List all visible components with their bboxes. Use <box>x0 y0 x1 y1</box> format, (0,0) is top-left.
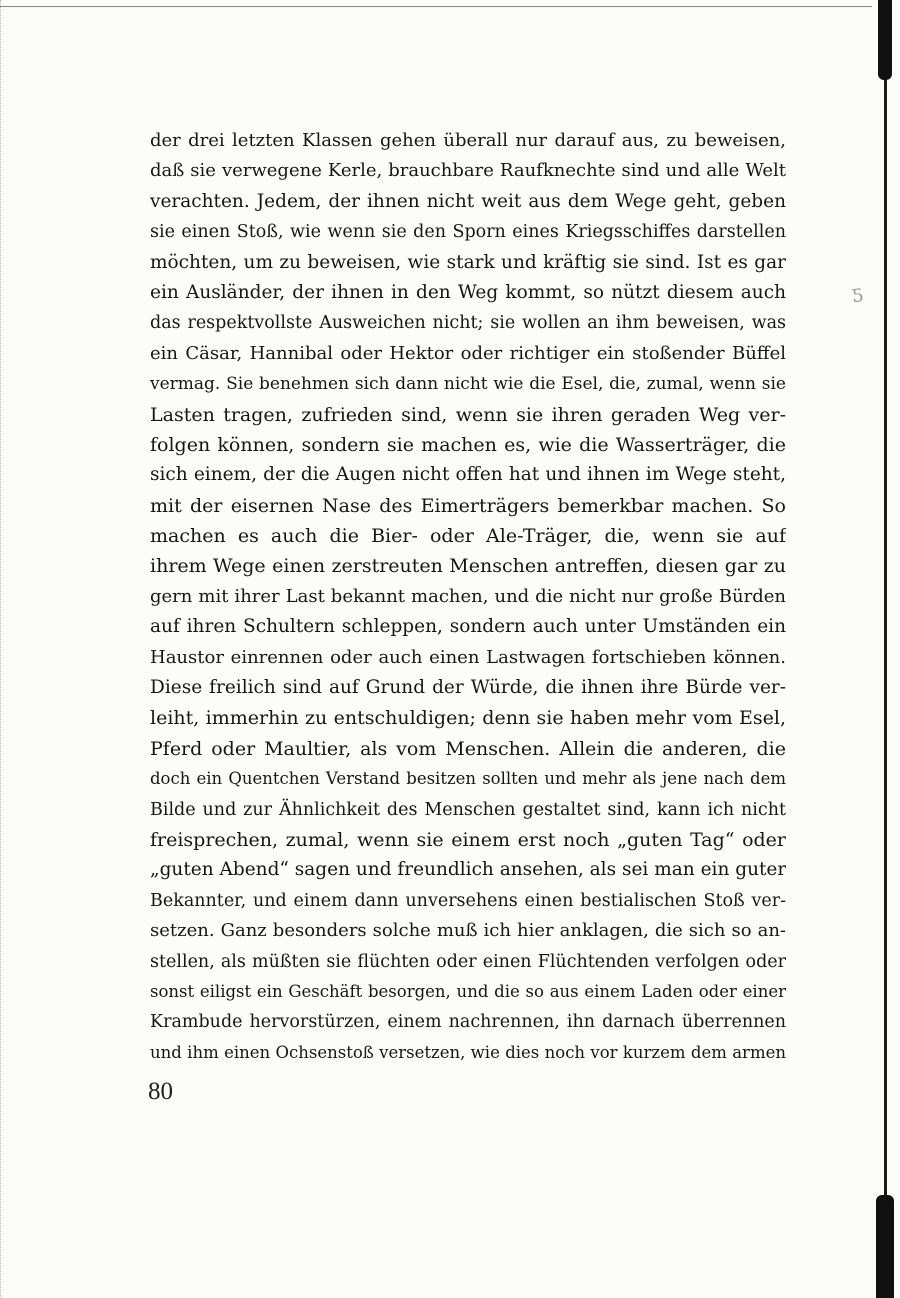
text-line: sie einen Stoß, wie wenn sie den Sporn eines Kriegsschiffes darstellen <box>150 222 786 243</box>
text-line: sonst eiligst ein Geschäft besorgen, und die so aus einem Laden oder einer <box>150 981 786 1001</box>
text-line: Pferd oder Maultier, als vom Menschen. Allein die anderen, die <box>150 737 786 760</box>
text-line: das respektvollste Ausweichen nicht; sie wollen an ihm beweisen, was <box>150 313 786 334</box>
page-number: 80 <box>148 1078 173 1105</box>
binding-shadow-bottom <box>876 1195 894 1298</box>
text-line: Diese freilich sind auf Grund der Würde, die ihnen ihre Bürde ver- <box>150 677 786 699</box>
text-line: stellen, als müßten sie flüchten oder einen Flüchtenden verfolgen oder <box>150 951 786 972</box>
text-line: vermag. Sie benehmen sich dann nicht wie die Esel, die, zumal, wenn sie <box>150 374 786 395</box>
binding-edge <box>874 0 900 1298</box>
margin-pencil-mark: ƽ <box>850 281 864 304</box>
top-edge-rule <box>0 6 872 7</box>
text-line: setzen. Ganz besonders solche muß ich hier anklagen, die sich so an- <box>150 920 786 942</box>
text-line: daß sie verwegene Kerle, brauchbare Raufknechte sind und alle Welt <box>150 160 786 182</box>
text-line: Lasten tragen, zufrieden sind, wenn sie ihren geraden Weg ver- <box>150 403 786 426</box>
text-line: Bekannter, und einem dann unversehens einen bestialischen Stoß ver- <box>150 890 786 911</box>
binding-shadow-top <box>878 0 892 80</box>
binding-rail <box>884 0 887 1298</box>
text-line: mit der eisernen Nase des Eimerträgers bemerkbar machen. So <box>150 494 786 517</box>
text-line: ein Ausländer, der ihnen in den Weg kommt, so nützt diesem auch <box>150 281 786 303</box>
text-line: folgen können, sondern sie machen es, wie die Wasserträger, die <box>150 433 786 456</box>
text-line: „guten Abend“ sagen und freundlich ansehen, als sei man ein guter <box>150 859 786 881</box>
left-margin-edge <box>0 0 4 1298</box>
text-line: Bilde und zur Ähnlichkeit des Menschen gestaltet sind, kann ich nicht <box>150 799 786 820</box>
text-line: und ihm einen Ochsenstoß versetzen, wie dies noch vor kurzem dem armen <box>150 1042 786 1062</box>
text-line: auf ihren Schultern schleppen, sondern auch unter Umständen ein <box>150 616 786 638</box>
text-line: Krambude hervorstürzen, einem nachrennen, ihn darnach überrennen <box>150 1012 786 1033</box>
text-line: ein Cäsar, Hannibal oder Hektor oder richtiger ein stoßender Büffel <box>150 342 786 364</box>
text-line: machen es auch die Bier- oder Ale-Träger, die, wenn sie auf <box>150 525 786 548</box>
text-line: ihrem Wege einen zerstreuten Menschen antreffen, diesen gar zu <box>150 555 786 578</box>
text-line: Haustor einrennen oder auch einen Lastwagen fortschieben können. <box>150 646 786 668</box>
text-line: gern mit ihrer Last bekannt machen, und die nicht nur große Bürden <box>150 585 786 607</box>
text-line: leiht, immerhin zu entschuldigen; denn sie haben mehr vom Esel, <box>150 707 786 730</box>
text-line: sich einem, der die Augen nicht offen hat und ihnen im Wege steht, <box>150 464 786 486</box>
text-line: der drei letzten Klassen gehen überall nur darauf aus, zu beweisen, <box>150 130 786 151</box>
text-line: verachten. Jedem, der ihnen nicht weit aus dem Wege geht, geben <box>150 190 786 212</box>
text-line: freisprechen, zumal, wenn sie einem erst noch „guten Tag“ oder <box>150 828 786 851</box>
text-line: doch ein Quentchen Verstand besitzen sollten und mehr als jene nach dem <box>150 769 786 789</box>
text-line: möchten, um zu beweisen, wie stark und kräftig sie sind. Ist es gar <box>150 251 786 273</box>
body-text <box>150 126 786 1068</box>
